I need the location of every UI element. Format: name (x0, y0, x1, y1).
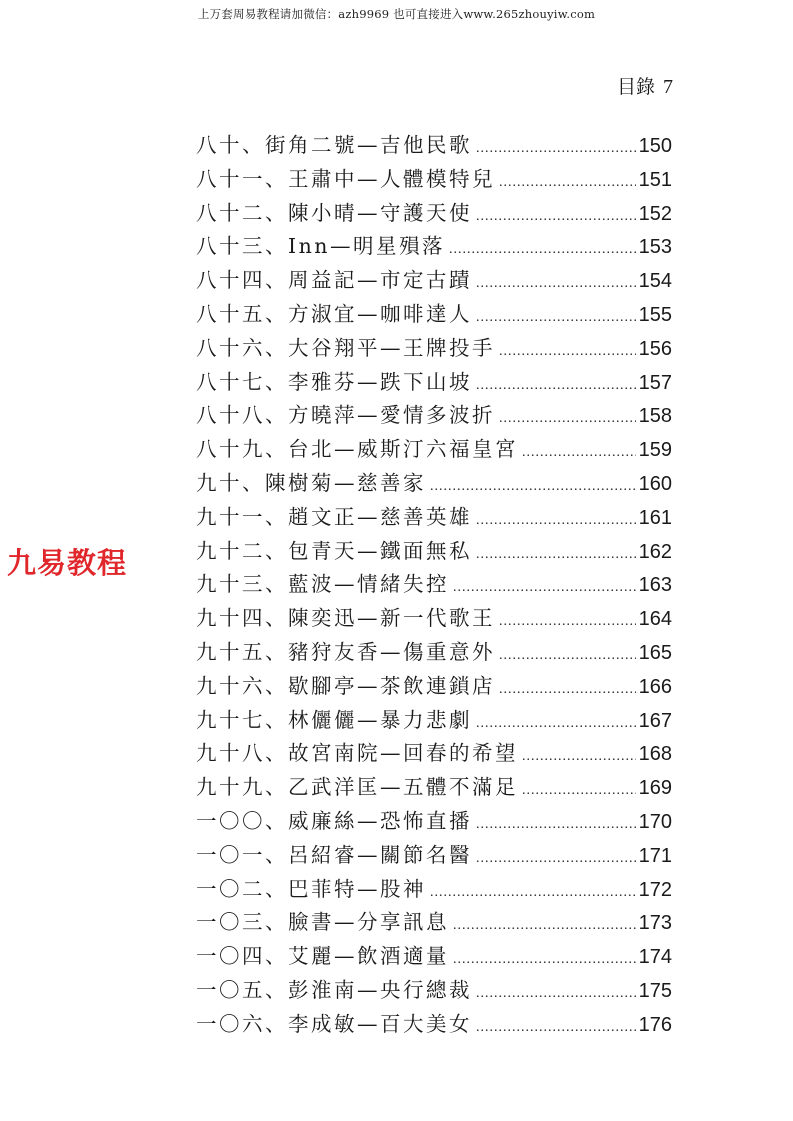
toc-entry-title: 九十二、包青天—鐵面無私 (196, 538, 472, 563)
section-title: 目錄 (616, 76, 655, 98)
dot-leader (430, 885, 636, 901)
toc-entry[interactable] (196, 635, 672, 669)
toc-entry-page: 163 (638, 574, 672, 597)
toc-entry-page: 153 (638, 236, 672, 259)
toc-entry[interactable] (196, 331, 672, 365)
toc-entry-page: 168 (638, 743, 672, 766)
toc-entry-title: 八十四、周益記—市定古蹟 (196, 268, 472, 293)
toc-entry[interactable] (196, 398, 672, 432)
toc-entry-page: 159 (638, 439, 672, 462)
toc-entry[interactable] (196, 770, 672, 804)
toc-entry[interactable] (196, 229, 672, 263)
toc-entry-title: 九十七、林儷儷—暴力悲劇 (196, 707, 472, 732)
toc-entry-title: 一〇五、彭淮南—央行總裁 (196, 977, 472, 1002)
toc-entry-title: 八十五、方淑宜—咖啡達人 (196, 301, 472, 326)
toc-entry[interactable] (196, 162, 672, 196)
toc-entry[interactable] (196, 196, 672, 230)
dot-leader (453, 952, 636, 968)
dot-leader (499, 682, 636, 698)
dot-leader (499, 648, 636, 664)
toc-entry-page: 152 (638, 202, 672, 225)
toc-entry-page: 155 (638, 303, 672, 326)
dot-leader (476, 310, 636, 326)
dot-leader (476, 547, 636, 563)
toc-entry-page: 154 (638, 270, 672, 293)
dot-leader (499, 175, 636, 191)
toc-entry-title: 八十三、Inn—明星殞落 (196, 234, 446, 259)
toc-entry-page: 164 (638, 608, 672, 631)
page-number: 7 (663, 76, 673, 98)
toc-entry-title: 一〇一、呂紹睿—關節名醫 (196, 842, 472, 867)
toc-entry-title: 九十四、陳奕迅—新一代歌王 (196, 606, 495, 631)
dot-leader (499, 411, 636, 427)
watermark-logo: 九易教程 (7, 546, 128, 580)
toc-entry-page: 176 (638, 1013, 672, 1036)
toc-entry-title: 一〇二、巴菲特—股神 (196, 876, 426, 901)
toc-entry-title: 一〇三、臉書—分享訊息 (196, 910, 449, 935)
dot-leader (522, 783, 636, 799)
toc-entry[interactable] (196, 601, 672, 635)
toc-entry-title: 九十、陳樹菊—慈善家 (196, 470, 426, 495)
dot-leader (430, 479, 636, 495)
dot-leader (499, 614, 636, 630)
dot-leader (476, 276, 636, 292)
toc-entry-title: 八十八、方曉萍—愛情多波折 (196, 403, 495, 428)
dot-leader (476, 986, 636, 1002)
toc-entry-page: 174 (638, 946, 672, 969)
toc-entry-title: 八十七、李雅芬—跌下山坡 (196, 369, 472, 394)
dot-leader (522, 445, 636, 461)
toc-entry[interactable] (196, 466, 672, 500)
toc-entry[interactable] (196, 872, 672, 906)
toc-entry[interactable] (196, 432, 672, 466)
toc-entry-title: 九十六、歇腳亭—茶飲連鎖店 (196, 673, 495, 698)
toc-entry-title: 九十三、藍波—情緒失控 (196, 572, 449, 597)
toc-entry[interactable] (196, 838, 672, 872)
toc-entry[interactable] (196, 500, 672, 534)
toc-entry-title: 一〇六、李成敏—百大美女 (196, 1011, 472, 1036)
dot-leader (476, 141, 636, 157)
toc-entry-title: 一〇四、艾麗—飲酒適量 (196, 944, 449, 969)
toc-entry-page: 167 (638, 709, 672, 732)
toc-entry-page: 173 (638, 912, 672, 935)
toc-entry-page: 156 (638, 337, 672, 360)
toc-entry[interactable] (196, 939, 672, 973)
toc-entry-page: 157 (638, 371, 672, 394)
dot-leader (476, 209, 636, 225)
toc-entry-page: 175 (638, 979, 672, 1002)
dot-leader (476, 1020, 636, 1036)
dot-leader (476, 513, 636, 529)
toc-entry-page: 169 (638, 777, 672, 800)
dot-leader (449, 242, 636, 258)
toc-entry[interactable] (196, 973, 672, 1007)
toc-entry-page: 161 (638, 506, 672, 529)
dot-leader (453, 580, 636, 596)
toc-entry-title: 一〇〇、威廉絲—恐怖直播 (196, 808, 472, 833)
dot-leader (476, 716, 636, 732)
toc-entry-page: 166 (638, 675, 672, 698)
table-of-contents (196, 128, 672, 1041)
top-banner: 上万套周易教程请加微信：azh9969 也可直接进入www.265zhouyiw.com (197, 7, 596, 21)
toc-entry[interactable] (196, 534, 672, 568)
toc-entry-page: 172 (638, 878, 672, 901)
toc-entry-page: 150 (638, 135, 672, 157)
toc-entry-title: 九十五、豬狩友香—傷重意外 (196, 639, 495, 664)
toc-entry-title: 九十一、趙文正—慈善英雄 (196, 504, 472, 529)
toc-entry-page: 171 (638, 844, 672, 867)
toc-entry[interactable] (196, 263, 672, 297)
toc-entry[interactable] (196, 736, 672, 770)
dot-leader (499, 344, 636, 360)
toc-entry-title: 八十六、大谷翔平—王牌投手 (196, 335, 495, 360)
toc-entry[interactable] (196, 128, 672, 162)
dot-leader (476, 817, 636, 833)
toc-entry-page: 158 (638, 405, 672, 428)
toc-entry[interactable] (196, 669, 672, 703)
toc-entry-title: 八十二、陳小晴—守護天使 (196, 200, 472, 225)
dot-leader (453, 918, 636, 934)
dot-leader (522, 749, 636, 765)
toc-entry-page: 170 (638, 810, 672, 833)
toc-entry[interactable] (196, 703, 672, 737)
toc-entry-title: 九十八、故宮南院—回春的希望 (196, 741, 518, 766)
dot-leader (476, 378, 636, 394)
toc-entry-title: 八十九、台北—威斯汀六福皇宮 (196, 437, 518, 462)
toc-entry[interactable] (196, 365, 672, 399)
toc-entry-page: 165 (638, 641, 672, 664)
toc-entry-page: 160 (638, 472, 672, 495)
toc-entry-page: 162 (638, 540, 672, 563)
toc-entry[interactable] (196, 1007, 672, 1041)
toc-entry[interactable] (196, 297, 672, 331)
toc-entry[interactable] (196, 804, 672, 838)
dot-leader (476, 851, 636, 867)
toc-entry[interactable] (196, 567, 672, 601)
toc-entry-title: 八十、街角二號—吉他民歌 (196, 133, 472, 157)
toc-entry-title: 八十一、王肅中—人體模特兒 (196, 166, 495, 191)
toc-entry-page: 151 (638, 168, 672, 191)
toc-entry[interactable] (196, 905, 672, 939)
page-header (617, 72, 673, 99)
toc-entry-title: 九十九、乙武洋匡—五體不滿足 (196, 775, 518, 800)
